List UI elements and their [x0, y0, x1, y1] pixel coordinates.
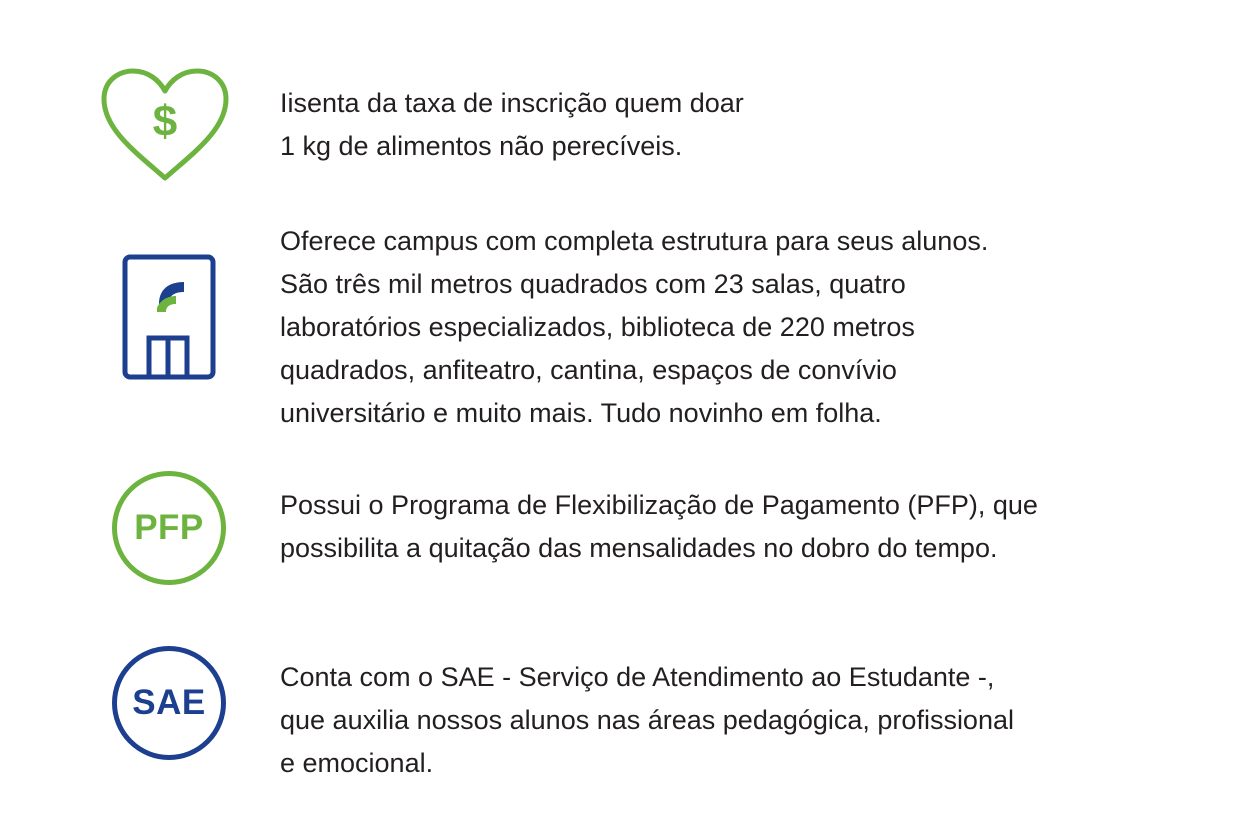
building-icon	[122, 254, 216, 380]
feature-text-sae: Conta com o SAE - Serviço de Atendimento ao Estudante -, que auxilia nossos alunos nas áreas pedagógica, profissional e emocional.	[280, 662, 1014, 778]
pfp-badge-icon	[112, 471, 226, 585]
pfp-badge-label: PFP	[134, 508, 204, 547]
sae-badge-icon	[112, 646, 226, 760]
sae-badge-label: SAE	[132, 683, 206, 722]
heart-dollar-icon	[98, 66, 232, 184]
dollar-sign: $	[152, 97, 178, 146]
feature-text-campus: Oferece campus com completa estrutura para seus alunos. São três mil metros quadrados com 23 salas, quatro laboratórios especializados, biblioteca de 220 metros quadrados, anfiteatro, cantina, espaços de convívio universitário e muito mais. Tudo novinho em folha.	[280, 226, 989, 428]
feature-text-pfp: Possui o Programa de Flexibilização de Pagamento (PFP), que possibilita a quitação das mensalidades no dobro do tempo.	[280, 490, 1038, 563]
feature-text-donation: Iisenta da taxa de inscrição quem doar 1 kg de alimentos não perecíveis.	[280, 88, 744, 161]
